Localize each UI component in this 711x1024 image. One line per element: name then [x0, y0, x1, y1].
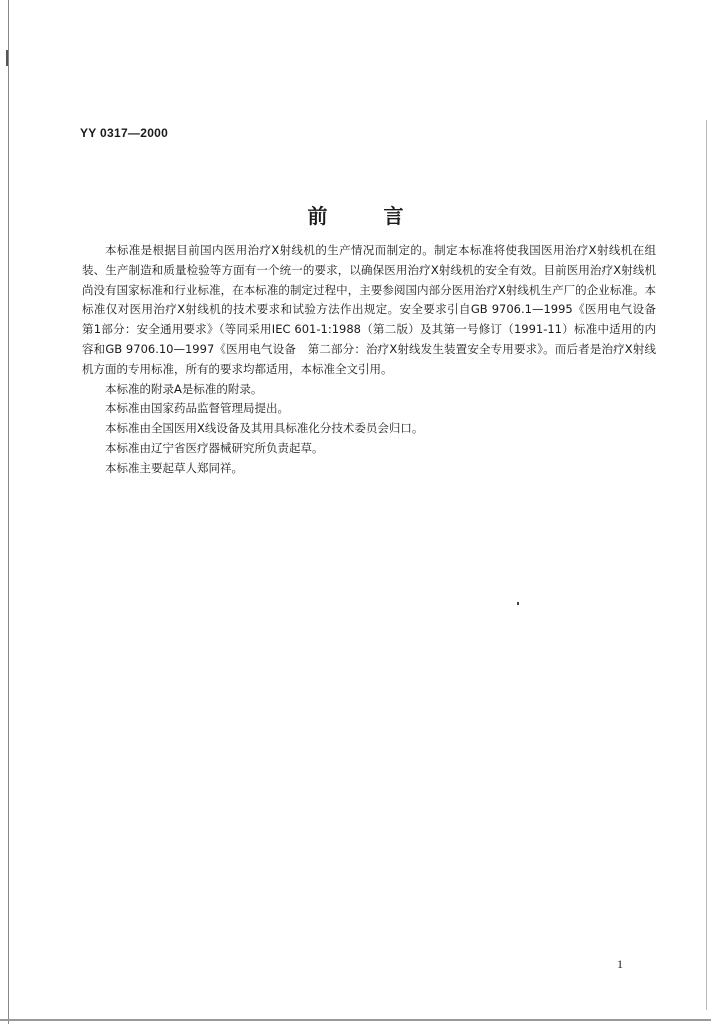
scan-edge-left	[8, 0, 9, 1024]
paragraph-drafter-person: 本标准主要起草人郑同祥。	[105, 460, 243, 475]
paragraph-main: 本标准是根据目前国内医用治疗X射线机的生产情况而制定的。制定本标准将使我国医用治疗X射线机在组装、生产制造和质量检验等方面有一个统一的要求，以确保医用治疗X射线机的安全有效。目前医用治疗X射线机尚没有国家标准和行业标准，在本标准的制定过程中，主要参阅国内部分医用治疗X射线机生产厂的企业标准。本标准仅对医用治疗X射线机的技术要求和试验方法作出规定。安全要求引自GB 9706.1—1995《医用电气设备 第1部分：安全通用要求》（等同采用IEC 601-1:1988（第二版）及其第一号修订（1991-11）标准中适用的内容和GB 9706.10—1997《医用电气设备 第二部分：治疗X射线发生装置安全专用要求》。而后者是治疗X射线机方面的专用标准，所有的要求均都适用，本标准全文引用。	[82, 243, 668, 376]
scan-speck	[517, 602, 519, 605]
page-number: 1	[617, 957, 623, 971]
paragraph-drafter-org: 本标准由辽宁省医疗器械研究所负责起草。	[105, 440, 324, 455]
foreword-body	[82, 241, 668, 479]
document-id: YY 0317—2000	[80, 126, 169, 140]
scan-edge-right	[706, 120, 707, 1010]
paragraph-committee: 本标准由全国医用X线设备及其用具标准化分技术委员会归口。	[105, 421, 424, 436]
section-title: 前言	[307, 204, 460, 228]
scan-mark	[6, 50, 8, 66]
paragraph-appendix: 本标准的附录A是标准的附录。	[105, 381, 263, 396]
paragraph-proposer: 本标准由国家药品监督管理局提出。	[105, 401, 289, 416]
scan-edge-bottom	[0, 1019, 711, 1021]
